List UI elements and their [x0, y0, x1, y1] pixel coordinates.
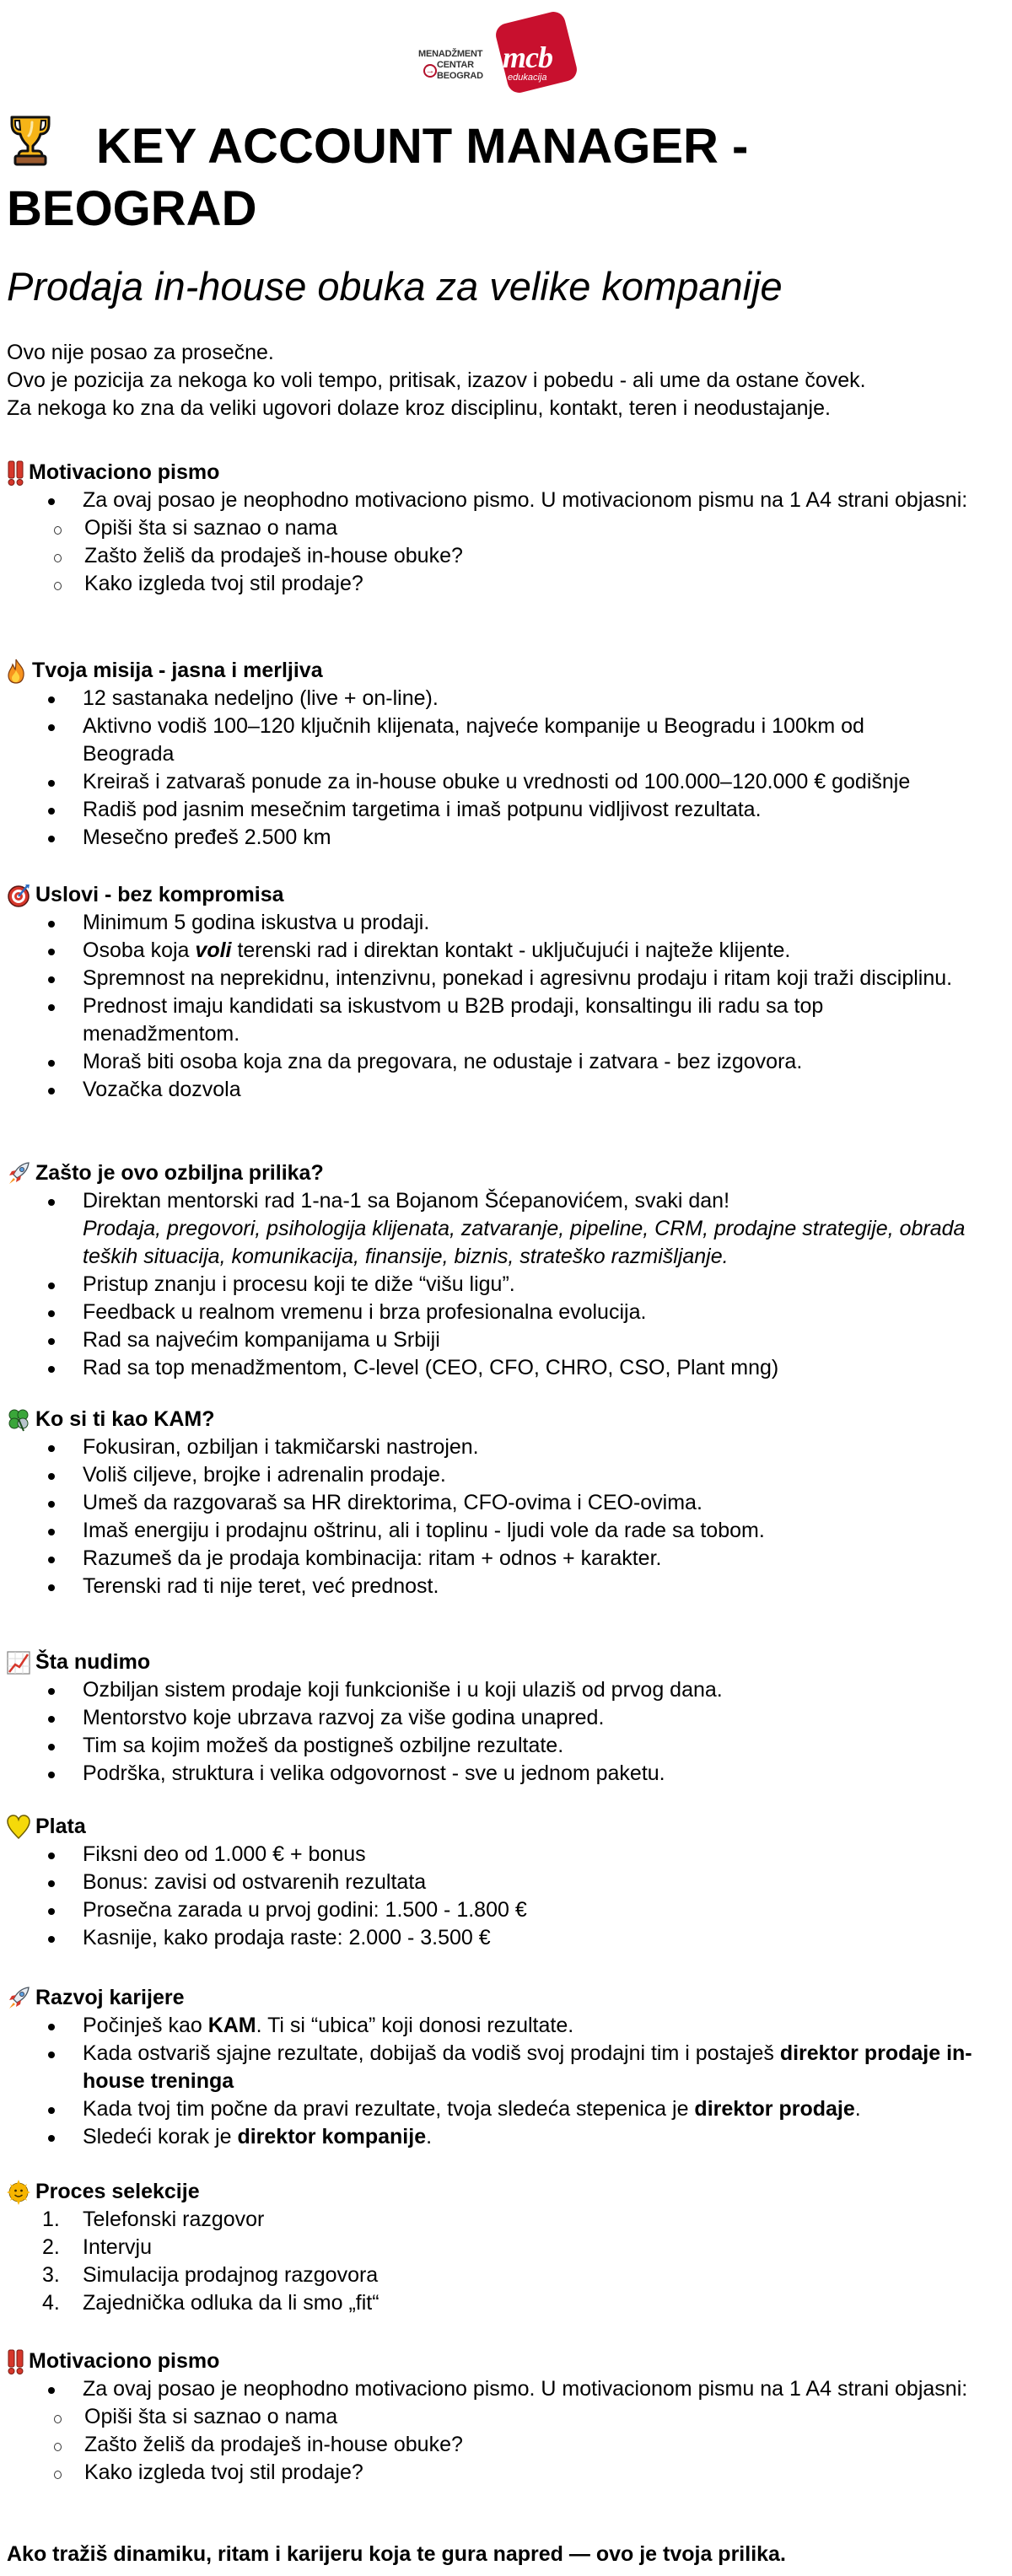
list-item: Tim sa kojim možeš da postigneš ozbiljne rezultate. — [7, 1732, 1010, 1760]
sub-list — [83, 514, 1002, 598]
text-run: terenski rad i direktan kontakt - uključujući i najteže klijente. — [231, 938, 791, 962]
section-heading-text: Ko si ti kao KAM? — [35, 1407, 215, 1431]
list-item: Mesečno pređeš 2.500 km — [7, 824, 1010, 852]
list-item — [7, 2375, 1010, 2487]
list-item — [7, 2206, 1010, 2234]
section-heading-text: Motivaciono pismo — [29, 460, 220, 484]
section-heading — [7, 1648, 1010, 1676]
section-motivation-letter-bottom — [7, 2347, 1010, 2487]
list-item-text: Za ovaj posao je neophodno motivaciono pismo. U motivacionom pismu na 1 A4 strani objasni: — [83, 488, 968, 512]
section-requirements — [7, 881, 1010, 1104]
text-run: . — [426, 2125, 433, 2148]
list-item — [7, 2095, 1010, 2123]
sub-list-item: Opiši šta si saznao o nama — [7, 514, 1002, 542]
sub-list-item: Zašto želiš da prodaješ in-house obuke? — [7, 2431, 1002, 2459]
list-item: Terenski rad ti nije teret, već prednost. — [7, 1573, 1010, 1600]
emphasis-text: voli — [195, 938, 232, 962]
list-item — [7, 1187, 1010, 1271]
step-text: Simulacija prodajnog razgovora — [83, 2263, 379, 2287]
section-heading — [7, 1984, 1010, 2012]
rocket-icon — [7, 1161, 30, 1186]
sub-list — [83, 2403, 1002, 2487]
bullet-list — [7, 1187, 1010, 1382]
list-item: Pristup znanju i procesu koji te diže “višu ligu”. — [7, 1271, 1010, 1299]
step-number: 4. — [42, 2291, 60, 2315]
text-run: Počinješ kao — [83, 2014, 208, 2037]
section-heading — [7, 881, 1010, 909]
text-run: Osoba koja — [83, 938, 196, 962]
bold-text: KAM — [207, 2014, 256, 2037]
shamrock-icon — [7, 1407, 30, 1433]
list-item — [7, 2123, 1010, 2151]
section-profile — [7, 1406, 1010, 1600]
list-item: Prosečna zarada u prvoj godini: 1.500 - 1.800 € — [7, 1896, 1010, 1924]
section-heading-text: Šta nudimo — [35, 1650, 151, 1674]
list-item — [7, 2234, 1010, 2261]
section-selection-process — [7, 2178, 1010, 2317]
trophy-icon — [7, 112, 54, 166]
section-heading — [7, 2178, 1010, 2206]
list-item — [7, 2261, 1010, 2289]
logo-line-3: BEOGRAD — [437, 71, 483, 81]
bullet-list — [7, 2012, 1010, 2151]
step-number: 2. — [42, 2235, 60, 2259]
sun-face-icon — [7, 2180, 30, 2205]
bullet-list — [7, 2375, 1010, 2487]
section-heading-text: Tvoja misija - jasna i merljiva — [32, 659, 323, 682]
section-heading-text: Uslovi - bez kompromisa — [35, 883, 284, 906]
bullet-list — [7, 685, 1010, 852]
list-item — [7, 487, 1010, 598]
bullet-list — [7, 487, 1010, 598]
intro-line: Za nekoga ko zna da veliki ugovori dolaze kroz disciplinu, kontakt, teren i neodustajanje. — [7, 396, 831, 420]
page-title-text: KEY ACCOUNT MANAGER - BEOGRAD — [7, 119, 749, 236]
intro-paragraph — [7, 339, 1002, 422]
list-item: Rad sa top menadžmentom, C-level (CEO, CFO, CHRO, CSO, Plant mng) — [7, 1354, 1010, 1382]
list-item-detail: Prodaja, pregovori, psihologija klijenata, zatvaranje, pipeline, CRM, prodajne strategije, obrada teških situacija, komunikacija, finansije, biznis, strateško razmišljanje. — [83, 1217, 966, 1268]
step-number: 3. — [42, 2263, 60, 2287]
section-heading-text: Zašto je ovo ozbiljna prilika? — [35, 1161, 324, 1185]
step-text: Zajednička odluka da li smo „fit“ — [83, 2291, 380, 2315]
logo-brand: mcb — [503, 40, 552, 74]
section-heading — [7, 1406, 1010, 1433]
list-item: Minimum 5 godina iskustva u prodaji. — [7, 909, 1010, 937]
section-heading — [7, 1159, 1010, 1187]
logo-line-2: CENTAR — [437, 60, 474, 70]
list-item-text: Za ovaj posao je neophodno motivaciono pismo. U motivacionom pismu na 1 A4 strani objasni: — [83, 2377, 968, 2401]
list-item: Spremnost na neprekidnu, intenzivnu, ponekad i agresivnu prodaju i ritam koji traži disciplinu. — [7, 965, 1010, 992]
intro-line: Ovo nije posao za prosečne. — [7, 341, 274, 364]
target-icon — [7, 883, 30, 908]
section-heading-text: Proces selekcije — [35, 2180, 200, 2203]
bullet-list — [7, 1433, 1010, 1600]
list-item: Rad sa najvećim kompanijama u Srbiji — [7, 1326, 1010, 1354]
chart-increasing-icon — [7, 1650, 30, 1675]
list-item: Moraš biti osoba koja zna da pregovara, ne odustaje i zatvara - bez izgovora. — [7, 1048, 1010, 1076]
fire-icon — [7, 659, 25, 684]
section-heading — [7, 657, 1010, 685]
section-heading — [7, 459, 1010, 487]
arrow-right-circle-icon: → — [423, 64, 437, 78]
list-item: Ozbiljan sistem prodaje koji funkcioniše i u koji ulaziš od prvog dana. — [7, 1676, 1010, 1704]
list-item — [7, 2012, 1010, 2040]
section-salary — [7, 1813, 1010, 1952]
list-item: Kasnije, kako prodaja raste: 2.000 - 3.500 € — [7, 1924, 1010, 1952]
list-item — [7, 937, 1010, 965]
bold-text: direktor prodaje — [694, 2097, 855, 2121]
intro-line: Ovo je pozicija za nekoga ko voli tempo, pritisak, izazov i pobedu - ali ume da ostane čovek. — [7, 368, 866, 392]
list-item-text: Direktan mentorski rad 1-na-1 sa Bojanom Šćepanovićem, svaki dan! — [83, 1189, 730, 1213]
list-item: Aktivno vodiš 100–120 ključnih klijenata, najveće kompanije u Beogradu i 100km od Beograda — [7, 713, 1010, 768]
text-run: Sledeći korak je — [83, 2125, 238, 2148]
bullet-list — [7, 1841, 1010, 1952]
text-run: Kada ostvariš sjajne rezultate, dobijaš da vodiš svoj prodajni tim i postaješ — [83, 2041, 780, 2065]
text-run: Kada tvoj tim počne da pravi rezultate, tvoja sledeća stepenica je — [83, 2097, 695, 2121]
list-item: 12 sastanaka nedeljno (live + on-line). — [7, 685, 1010, 713]
list-item — [7, 2040, 1010, 2095]
bullet-list — [7, 1676, 1010, 1788]
double-exclamation-icon — [7, 460, 25, 486]
text-run: . Ti si “ubica” koji donosi rezultate. — [256, 2014, 574, 2037]
sub-list-item: Opiši šta si saznao o nama — [7, 2403, 1002, 2431]
logo-line-1: MENADŽMENT — [418, 49, 483, 59]
page-subtitle: Prodaja in-house obuka za velike kompanije — [7, 264, 783, 309]
list-item — [7, 2289, 1010, 2317]
section-heading-text: Plata — [35, 1815, 86, 1838]
section-heading — [7, 1813, 1010, 1841]
sub-list-item: Zašto želiš da prodaješ in-house obuke? — [7, 542, 1002, 570]
step-text: Intervju — [83, 2235, 152, 2259]
list-item: Prednost imaju kandidati sa iskustvom u B2B prodaji, konsaltingu ili radu sa top menadžmentom. — [7, 992, 1010, 1048]
list-item: Feedback u realnom vremenu i brza profesionalna evolucija. — [7, 1299, 1010, 1326]
closing-statement: Ako tražiš dinamiku, ritam i karijeru koja te gura napred — ovo je tvoja prilika. — [7, 2542, 786, 2566]
page-title — [7, 112, 1002, 240]
section-career — [7, 1984, 1010, 2151]
section-motivation-letter-top — [7, 459, 1010, 598]
list-item: Bonus: zavisi od ostvarenih rezultata — [7, 1869, 1010, 1896]
list-item: Fiksni deo od 1.000 € + bonus — [7, 1841, 1010, 1869]
logo-tagline: edukacija — [508, 73, 547, 83]
text-run: . — [854, 2097, 861, 2121]
section-opportunity — [7, 1159, 1010, 1382]
rocket-icon — [7, 1986, 30, 2011]
section-offer — [7, 1648, 1010, 1788]
bold-text: direktor kompanije — [237, 2125, 427, 2148]
list-item: Mentorstvo koje ubrzava razvoj za više godina unapred. — [7, 1704, 1010, 1732]
bold-text: direktor prodaje in-house treninga — [83, 2041, 972, 2093]
sub-list-item: Kako izgleda tvoj stil prodaje? — [7, 570, 1002, 598]
section-heading-text: Motivaciono pismo — [29, 2349, 220, 2373]
section-heading — [7, 2347, 1010, 2375]
double-exclamation-icon — [7, 2349, 25, 2374]
bullet-list — [7, 909, 1010, 1104]
section-heading-text: Razvoj karijere — [35, 1986, 185, 2009]
step-number: 1. — [42, 2208, 60, 2231]
list-item: Kreiraš i zatvaraš ponude za in-house obuke u vrednosti od 100.000–120.000 € godišnje — [7, 768, 1010, 796]
list-item: Podrška, struktura i velika odgovornost - sve u jednom paketu. — [7, 1760, 1010, 1788]
list-item: Radiš pod jasnim mesečnim targetima i imaš potpunu vidljivost rezultata. — [7, 796, 1010, 824]
sub-list-item: Kako izgleda tvoj stil prodaje? — [7, 2459, 1002, 2487]
yellow-heart-icon — [7, 1815, 30, 1840]
list-item: Voliš ciljeve, brojke i adrenalin prodaje. — [7, 1461, 1010, 1489]
list-item: Razumeš da je prodaja kombinacija: ritam + odnos + karakter. — [7, 1545, 1010, 1573]
numbered-list — [7, 2206, 1010, 2317]
list-item: Imaš energiju i prodajnu oštrinu, ali i toplinu - ljudi vole da rade sa tobom. — [7, 1517, 1010, 1545]
step-text: Telefonski razgovor — [83, 2208, 265, 2231]
mcb-logo — [418, 12, 579, 96]
list-item: Fokusiran, ozbiljan i takmičarski nastrojen. — [7, 1433, 1010, 1461]
list-item: Umeš da razgovaraš sa HR direktorima, CFO-ovima i CEO-ovima. — [7, 1489, 1010, 1517]
section-mission — [7, 657, 1010, 852]
list-item: Vozačka dozvola — [7, 1076, 1010, 1104]
